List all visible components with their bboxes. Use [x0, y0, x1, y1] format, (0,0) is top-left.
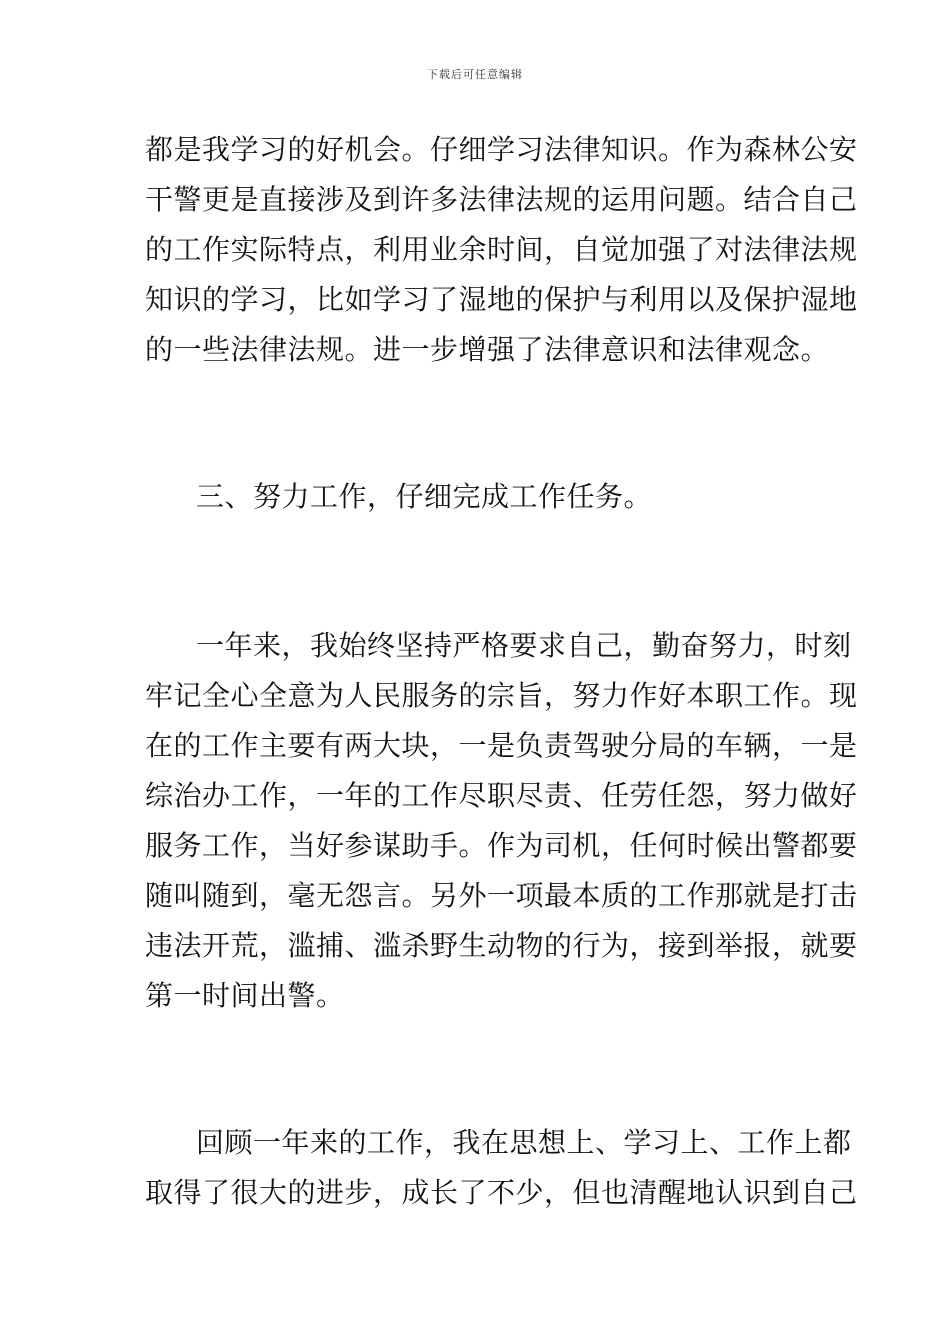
paragraph-1-line-2: 干警更是直接涉及到许多法律法规的运用问题。结合自己 [145, 183, 858, 216]
paragraph-1-line-4: 知识的学习，比如学习了湿地的保护与利用以及保护湿地 [145, 283, 858, 316]
paragraph-1-line-1: 都是我学习的好机会。仔细学习法律知识。作为森林公安 [145, 133, 858, 166]
paragraph-1-line-3: 的工作实际特点，利用业余时间，自觉加强了对法律法规 [145, 233, 858, 266]
paragraph-2-line-5: 服务工作，当好参谋助手。作为司机，任何时候出警都要 [145, 829, 858, 862]
paragraph-2-line-6: 随叫随到，毫无怨言。另外一项最本质的工作那就是打击 [145, 879, 858, 912]
paragraph-2-line-7: 违法开荒，滥捕、滥杀野生动物的行为，接到举报，就要 [145, 929, 858, 962]
paragraph-2-line-2: 牢记全心全意为人民服务的宗旨，努力作好本职工作。现 [145, 679, 858, 712]
paragraph-2-line-8: 第一时间出警。 [145, 979, 345, 1012]
header-note: 下载后可任意编辑 [427, 68, 523, 81]
paragraph-2-line-4: 综治办工作，一年的工作尽职尽责、任劳任怨，努力做好 [145, 779, 858, 812]
section-heading: 三、努力工作，仔细完成工作任务。 [196, 480, 653, 513]
paragraph-2-line-3: 在的工作主要有两大块，一是负责驾驶分局的车辆，一是 [145, 729, 858, 762]
paragraph-3-line-2: 取得了很大的进步，成长了不少，但也清醒地认识到自己 [145, 1176, 858, 1209]
paragraph-2-line-1: 一年来，我始终坚持严格要求自己，勤奋努力，时刻 [196, 629, 852, 662]
paragraph-1-line-5: 的一些法律法规。进一步增强了法律意识和法律观念。 [145, 333, 830, 366]
paragraph-3-line-1: 回顾一年来的工作，我在思想上、学习上、工作上都 [196, 1126, 852, 1159]
